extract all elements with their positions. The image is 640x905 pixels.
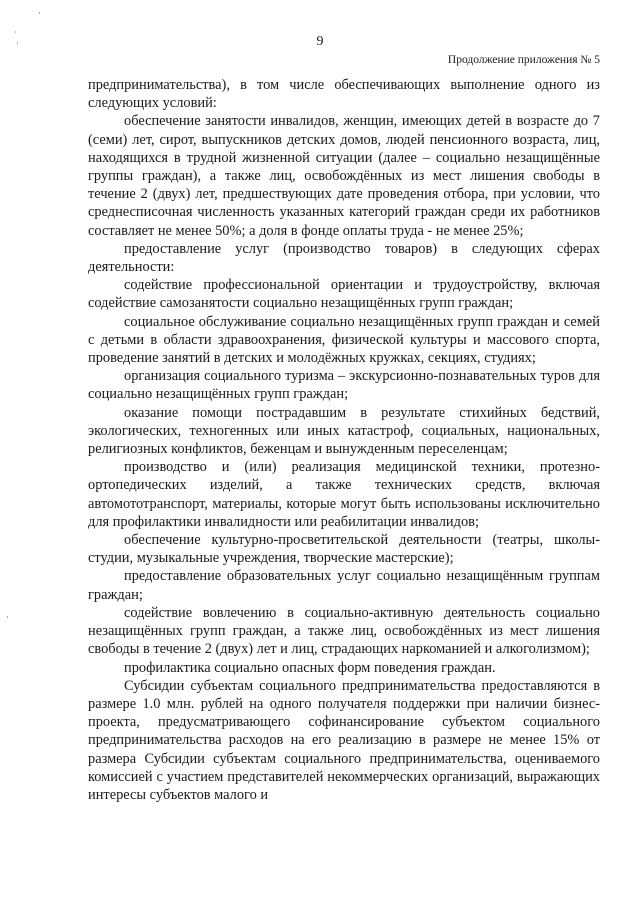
paragraph: социальное обслуживание социально незащищённых групп граждан и семей с детьми в области здравоохранения, физической культуры и массового спорта, проведение занятий в детских и молодёжных кружках, секциях, студиях; <box>88 313 600 367</box>
paragraph: обеспечение занятости инвалидов, женщин, имеющих детей в возрасте до 7 (семи) лет, сирот, выпускников детских домов, людей пенсионного возраста, лиц, находящихся в трудной жизненной ситуации (далее – социально незащищённые группы граждан), а также лиц, освобождённых из мест лишения свободы в течение 2 (двух) лет, предшествующих дате проведения отбора, при условии, что среднесписочная численность указанных категорий граждан среди их работников составляет не менее 50%; а доля в фонде оплаты труда - не менее 25%; <box>88 113 600 239</box>
appendix-note: Продолжение приложения № 5 <box>447 54 600 66</box>
scan-dot: · <box>6 612 9 622</box>
paragraph: производство и (или) реализация медицинской техники, протезно-ортопедических изделий, а также технических средств, включая автомототранспорт, материалы, которые могут быть использованы исключительно для профилактики инвалидности или реабилитации инвалидов; <box>88 459 600 530</box>
paragraph: предпринимательства), в том числе обеспечивающих выполнение одного из следующих условий: <box>88 77 600 112</box>
paragraph: предоставление услуг (производство товаров) в следующих сферах деятельности: <box>88 240 600 276</box>
paragraph: оказание помощи пострадавшим в результате стихийных бедствий, экологических, техногенных или иных катастроф, социальных, национальных, религиозных конфликтов, беженцам и вынужденным переселенцам; <box>88 404 600 458</box>
paragraph: содействие вовлечению в социально-активную деятельность социально незащищённых групп граждан, а также лиц, освобождённых из мест лишения свободы в течение 2 (двух) лет и лиц, страдающих наркоманией и алкоголизмом); <box>88 604 600 658</box>
paragraph: профилактика социально опасных форм поведения граждан. <box>124 659 496 676</box>
scan-dot: · <box>38 8 41 18</box>
paragraph: содействие профессиональной ориентации и трудоустройству, включая содействие самозанятости социально незащищённых групп граждан; <box>88 277 600 312</box>
paragraph: организация социального туризма – экскурсионно-познавательных туров для социально незащищённых групп граждан; <box>88 368 600 403</box>
document-body <box>88 76 600 804</box>
page-number: 9 <box>316 34 324 49</box>
scan-dot: ˙ <box>14 30 17 40</box>
paragraph: предоставление образовательных услуг социально незащищённым группам граждан; <box>88 568 600 603</box>
paragraph: обеспечение культурно-просветительской деятельности (театры, школы-студии, музыкальные учреждения, творческие мастерские); <box>88 532 600 567</box>
paragraph: Субсидии субъектам социального предпринимательства предоставляются в размере 1.0 млн. рублей на одного получателя поддержки при наличии бизнес-проекта, предусматривающего софинансирование субъектом социального предпринимательства расходов на его реализацию в размере не менее 15% от размера Субсидии субъектам социального предпринимательства, оцениваемого комиссией с участием представителей некоммерческих организаций, выражающих интересы субъектов малого и <box>88 677 600 803</box>
scan-dot: · <box>16 38 19 48</box>
